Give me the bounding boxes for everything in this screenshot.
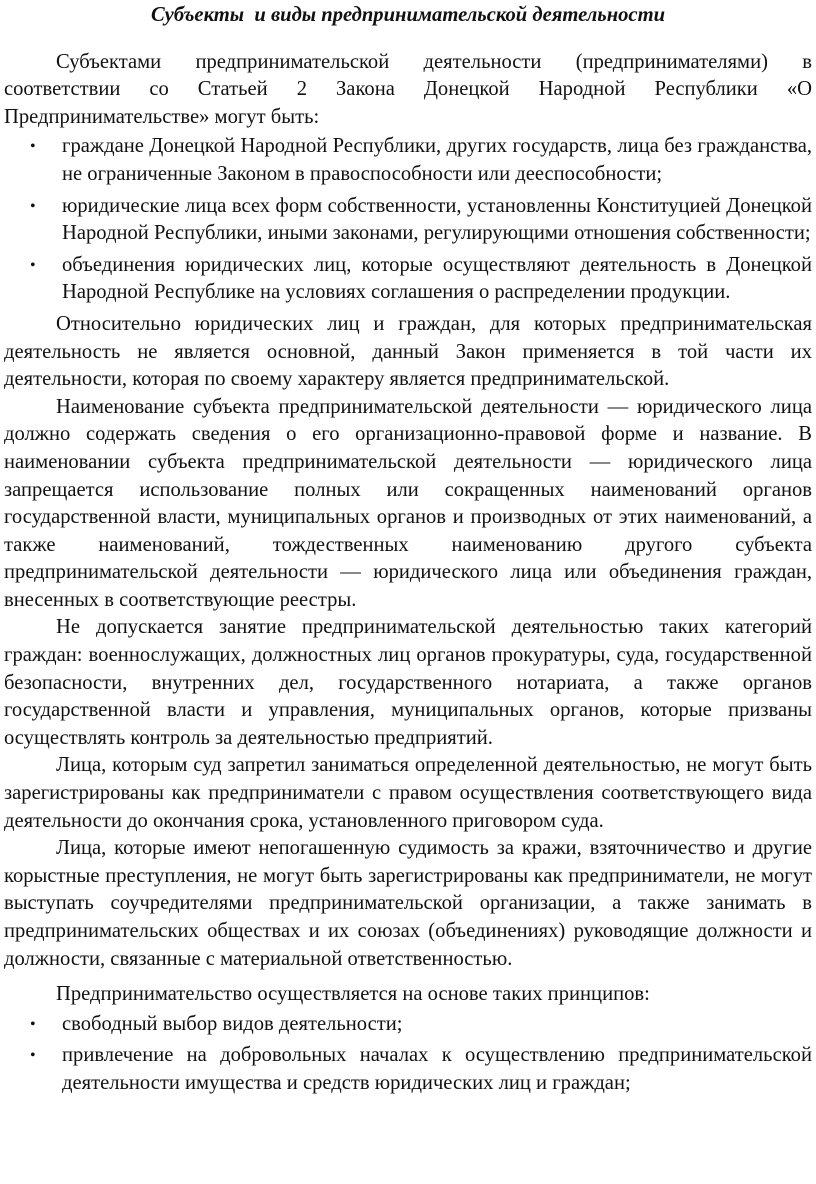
subjects-list xyxy=(4,133,812,307)
body-paragraph: Не допускается занятие предпринимательской деятельностью таких категорий граждан: военнослужащих, должностных лиц органов прокуратуры, суда, государственной безопасности, внутренних дел, государственного нотариата, а также органов государственной власти и управления, муниципальных органов, которые призваны осуществлять контроль за деятельностью предприятий. xyxy=(4,616,812,749)
body-paragraph: Относительно юридических лиц и граждан, для которых предпринимательская деятельность не является основной, данный Закон применяется в той части их деятельности, которая по своему характеру является предпринимательской. xyxy=(4,312,812,391)
page-title: Субъекты и виды предпринимательской деятельности xyxy=(150,4,666,26)
list-item xyxy=(4,1011,812,1039)
body-paragraph: Лица, которые имеют непогашенную судимость за кражи, взяточничество и другие корыстные преступления, не могут быть зарегистрированы как предприниматели, не могут выступать соучредителями предпринимательской организации, а также занимать в предпринимательских обществах и их союзах (объединениях) руководящие должности и должности, связанные с материальной ответственностью. xyxy=(4,837,812,970)
bullet-icon: • xyxy=(30,256,36,274)
list-item-text: юридические лица всех форм собственности, установленны Конституцией Донецкой Народной Республики, иными законами, регулирующими отношения собственности; xyxy=(62,194,812,245)
bullet-icon: • xyxy=(30,1047,36,1065)
list-item xyxy=(4,193,812,248)
body-paragraph: Наименование субъекта предпринимательской деятельности — юридического лица должно содержать сведения о его организационно-правовой форме и название. В наименовании субъекта предпринимательской деятельности — юридического лица запрещается использование полных или сокращенных наименований органов государственной власти, муниципальных органов и производных от этих наименований, а также наименований, тождественных наименованию другого субъекта предпринимательской деятельности — юридического лица или объединения граждан, внесенных в соответствующие реестры. xyxy=(4,395,812,611)
bullet-icon: • xyxy=(30,138,36,156)
list-item xyxy=(4,252,812,307)
list-item-text: объединения юридических лиц, которые осуществляют деятельность в Донецкой Народной Республике на условиях соглашения о распределении продукции. xyxy=(62,253,812,304)
list-item-text: свободный выбор видов деятельности; xyxy=(62,1012,403,1035)
intro-paragraph: Субъектами предпринимательской деятельности (предпринимателями) в соответствии со Статьей 2 Закона Донецкой Народной Республики «О Предпринимательстве» могут быть: xyxy=(4,50,812,128)
list-item-text: привлечение на добровольных началах к осуществлению предпринимательской деятельности имущества и средств юридических лиц и граждан; xyxy=(62,1044,812,1094)
principles-intro: Предпринимательство осуществляется на основе таких принципов: xyxy=(56,983,650,1006)
list-item xyxy=(4,133,812,188)
bullet-icon: • xyxy=(30,1015,36,1033)
list-item-text: граждане Донецкой Народной Республики, других государств, лица без гражданства, не ограниченные Законом в правоспособности или дееспособности; xyxy=(62,135,812,185)
list-item xyxy=(4,1042,812,1097)
body-paragraph: Лица, которым суд запретил заниматься определенной деятельностью, не могут быть зарегистрированы как предприниматели с правом осуществления соответствующего вида деятельности до окончания срока, установленного приговором суда. xyxy=(4,754,812,832)
bullet-icon: • xyxy=(30,197,36,215)
principles-list xyxy=(4,1011,812,1098)
